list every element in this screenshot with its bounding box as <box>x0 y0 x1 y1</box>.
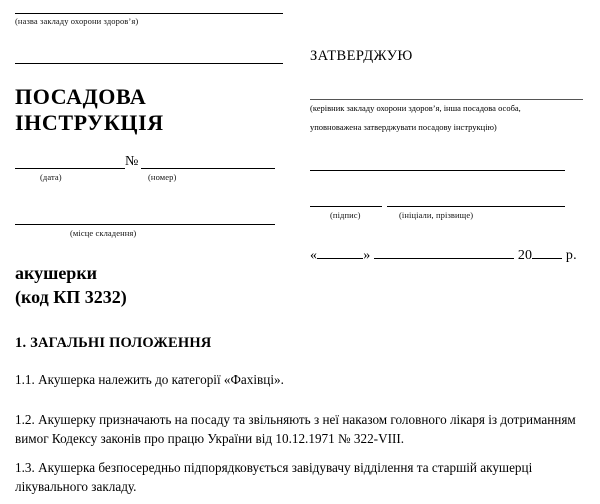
number-caption: (номер) <box>148 172 177 182</box>
job-title-code: (код КП 3232) <box>15 287 127 307</box>
header-divider-line <box>15 63 283 64</box>
job-title <box>15 261 335 309</box>
date-year-suffix: р. <box>565 248 577 263</box>
approval-heading: ЗАТВЕРДЖУЮ <box>310 48 413 64</box>
signature-caption: (підпис) <box>330 210 361 220</box>
paragraph-1-1: 1.1. Акушерка належить до категорії «Фахівці». <box>15 372 284 387</box>
institution-name-caption: (назва закладу охорони здоров’я) <box>15 16 139 26</box>
place-caption: (місце складення) <box>70 228 137 238</box>
paragraph-1-2: 1.2. Акушерку призначають на посаду та звільняють з неї наказом головного лікаря із дотриманням вимог Кодексу законів про працю України від 10.12.1971 № 322-VIII. <box>15 412 576 446</box>
date-blank-line <box>15 168 125 169</box>
date-year-blank <box>532 245 562 259</box>
initials-caption: (ініціали, прізвище) <box>399 210 474 220</box>
page-title-line-1: ПОСАДОВА <box>15 84 147 109</box>
paragraph-1-3: 1.3. Акушерка безпосередньо підпорядковується завідувачу відділення та старшій акушерці лікувального закладу. <box>15 460 533 494</box>
approver-position-blank-line <box>310 170 565 171</box>
initials-blank-line <box>387 206 565 207</box>
date-quote-open: « <box>310 248 318 263</box>
approver-blank-line <box>310 99 583 100</box>
number-sign-label: № <box>125 154 139 169</box>
place-blank-line <box>15 224 275 225</box>
approval-date-row <box>310 245 577 265</box>
date-year-prefix: 20 <box>517 248 533 263</box>
institution-name-blank-line <box>15 13 283 14</box>
date-quote-close: » <box>363 248 371 263</box>
page-title <box>15 84 285 136</box>
approver-caption-line-1: (керівник закладу охорони здоров’я, інша посадова особа, <box>310 103 521 113</box>
signature-blank-line <box>310 206 382 207</box>
page-title-line-2: ІНСТРУКЦІЯ <box>15 110 164 135</box>
date-caption: (дата) <box>40 172 62 182</box>
date-month-blank <box>374 245 514 259</box>
section-heading: 1. ЗАГАЛЬНІ ПОЛОЖЕННЯ <box>15 335 212 351</box>
job-title-name: акушерки <box>15 263 98 283</box>
number-blank-line <box>141 168 275 169</box>
approver-caption-line-2: уповноважена затверджувати посадову інструкцію) <box>310 122 497 132</box>
date-day-blank <box>317 245 363 259</box>
